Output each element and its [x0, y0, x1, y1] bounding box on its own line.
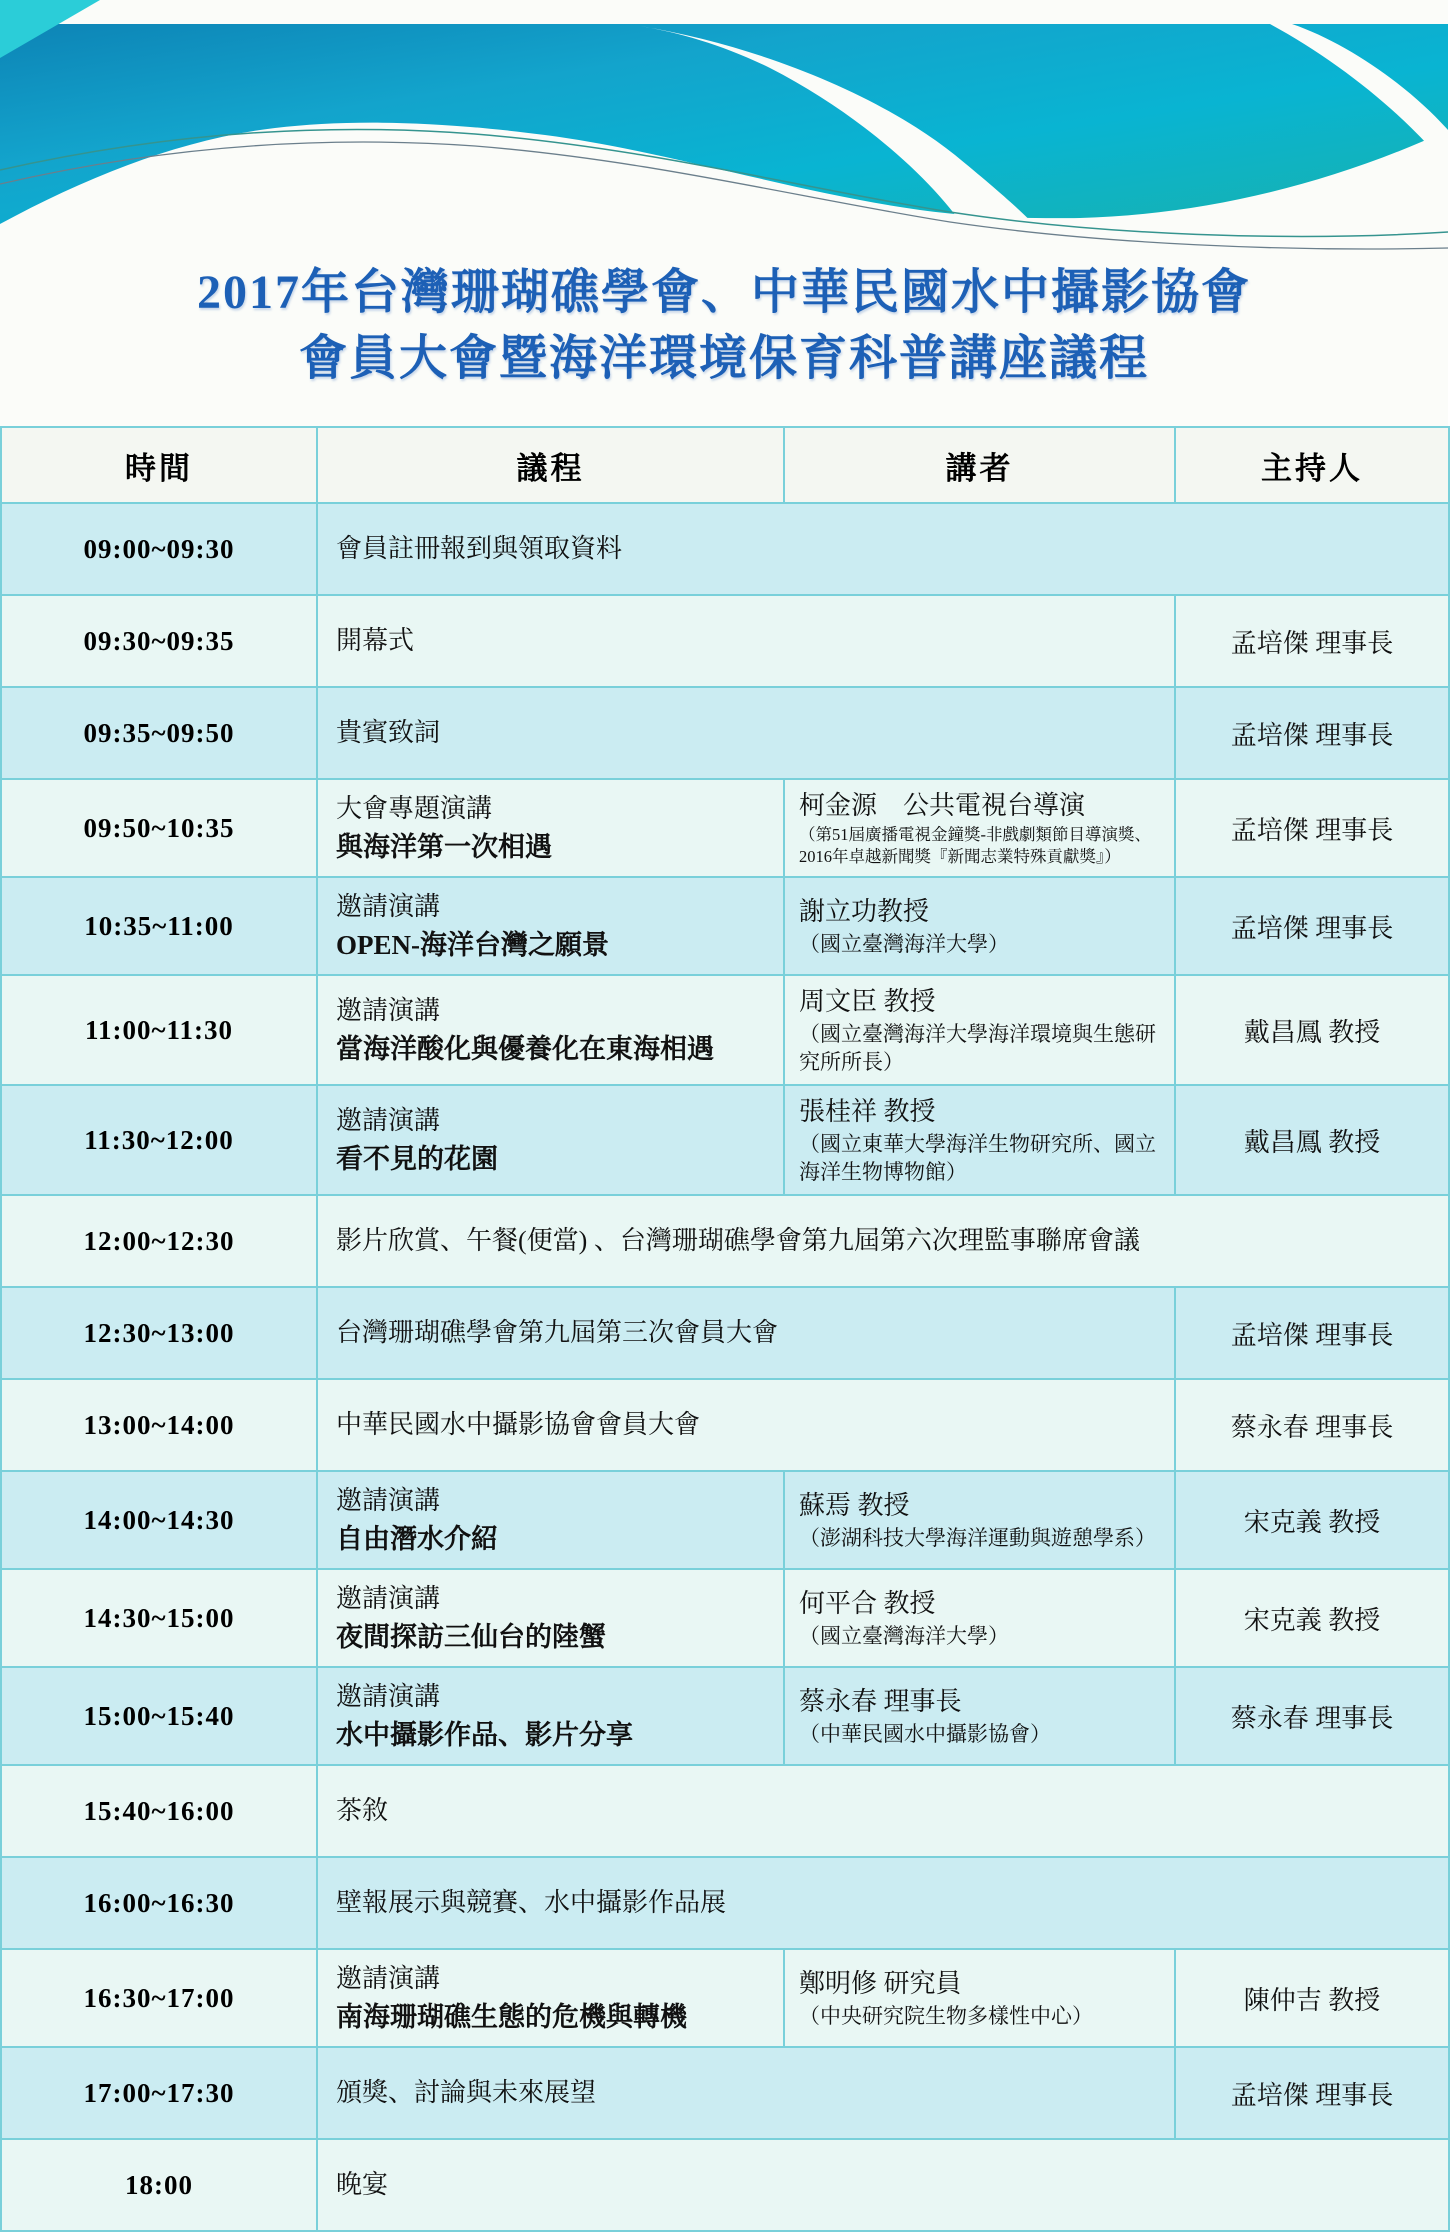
table-row: [1, 595, 1449, 687]
agenda-cell: [317, 1379, 1175, 1471]
time-cell: 17:00~17:30: [1, 2047, 317, 2139]
agenda-cell: [317, 1857, 1449, 1949]
speaker-name: 柯金源 公共電視台導演: [799, 791, 1086, 820]
time-cell: 14:00~14:30: [1, 1471, 317, 1569]
speaker-name: 蘇焉 教授: [799, 1491, 910, 1520]
table-row: [1, 1569, 1449, 1667]
agenda-table-body: [1, 503, 1449, 2231]
time-cell: 12:30~13:00: [1, 1287, 317, 1379]
agenda-cell: [317, 1085, 784, 1195]
time-cell: 15:40~16:00: [1, 1765, 317, 1857]
host-cell: 孟培傑 理事長: [1175, 779, 1449, 877]
agenda-cell: [317, 1471, 784, 1569]
host-cell: 孟培傑 理事長: [1175, 877, 1449, 975]
host-cell: 孟培傑 理事長: [1175, 2047, 1449, 2139]
speaker-name: 蔡永春 理事長: [799, 1687, 962, 1716]
host-cell: 宋克義 教授: [1175, 1569, 1449, 1667]
table-row: [1, 2139, 1449, 2231]
speaker-cell: [784, 975, 1175, 1085]
column-header-host: 主持人: [1175, 427, 1449, 503]
title-line-1: 2017年台灣珊瑚礁學會、中華民國水中攝影協會: [196, 266, 1251, 319]
host-cell: 孟培傑 理事長: [1175, 1287, 1449, 1379]
speaker-cell: [784, 1569, 1175, 1667]
agenda-cell: [317, 503, 1449, 595]
agenda-text: 邀請演講: [336, 1964, 441, 1993]
table-row: [1, 1667, 1449, 1765]
speaker-name: 周文臣 教授: [799, 987, 936, 1016]
agenda-topic-text: 與海洋第一次相遇: [336, 832, 552, 862]
agenda-cell: [317, 975, 784, 1085]
agenda-topic-text: 南海珊瑚礁生態的危機與轉機: [336, 2002, 687, 2032]
agenda-cell: [317, 1949, 784, 2047]
table-row: [1, 1765, 1449, 1857]
table-row: [1, 1287, 1449, 1379]
agenda-text: 邀請演講: [336, 1682, 441, 1711]
speaker-name: 張桂祥 教授: [799, 1097, 936, 1126]
host-cell: 戴昌鳳 教授: [1175, 1085, 1449, 1195]
table-row: [1, 1379, 1449, 1471]
time-cell: 09:00~09:30: [1, 503, 317, 595]
header-row: [1, 427, 1449, 503]
agenda-text: 茶敘: [336, 1796, 389, 1825]
agenda-cell: [317, 779, 784, 877]
host-cell: 陳仲吉 教授: [1175, 1949, 1449, 2047]
column-header-speaker: 講者: [784, 427, 1175, 503]
speaker-cell: [784, 1085, 1175, 1195]
time-cell: 13:00~14:00: [1, 1379, 317, 1471]
time-cell: 09:35~09:50: [1, 687, 317, 779]
speaker-cell: [784, 1667, 1175, 1765]
agenda-cell: [317, 1195, 1449, 1287]
time-cell: 11:00~11:30: [1, 975, 317, 1085]
agenda-text: 邀請演講: [336, 892, 441, 921]
time-cell: 14:30~15:00: [1, 1569, 317, 1667]
speaker-affiliation: （中央研究院生物多樣性中心）: [799, 2004, 1093, 2028]
agenda-topic-text: 看不見的花園: [336, 1144, 498, 1174]
speaker-cell: [784, 877, 1175, 975]
agenda-cell: [317, 2139, 1449, 2231]
time-cell: 12:00~12:30: [1, 1195, 317, 1287]
agenda-text: 大會專題演講: [336, 794, 493, 823]
table-row: [1, 1471, 1449, 1569]
speaker-affiliation: （國立臺灣海洋大學海洋環境與生態研究所所長）: [799, 1022, 1156, 1074]
host-cell: 孟培傑 理事長: [1175, 595, 1449, 687]
table-row: [1, 1857, 1449, 1949]
speaker-affiliation: （國立臺灣海洋大學）: [799, 1624, 1009, 1648]
time-cell: 09:30~09:35: [1, 595, 317, 687]
table-row: [1, 1085, 1449, 1195]
table-row: [1, 975, 1449, 1085]
agenda-text: 貴賓致詞: [336, 718, 441, 747]
agenda-cell: [317, 687, 1175, 779]
agenda-cell: [317, 595, 1175, 687]
agenda-cell: [317, 1765, 1449, 1857]
speaker-cell: [784, 779, 1175, 877]
table-row: [1, 687, 1449, 779]
table-row: [1, 1949, 1449, 2047]
agenda-cell: [317, 1287, 1175, 1379]
speaker-affiliation: （澎湖科技大學海洋運動與遊憩學系）: [799, 1526, 1156, 1550]
agenda-topic-text: 自由潛水介紹: [336, 1524, 498, 1554]
column-header-time: 時間: [1, 427, 317, 503]
agenda-text: 影片欣賞、午餐(便當) 、台灣珊瑚礁學會第九屆第六次理監事聯席會議: [336, 1226, 1140, 1255]
host-cell: 宋克義 教授: [1175, 1471, 1449, 1569]
table-row: [1, 503, 1449, 595]
agenda-topic-text: 水中攝影作品、影片分享: [336, 1720, 633, 1750]
agenda-text: 開幕式: [336, 626, 415, 655]
time-cell: 15:00~15:40: [1, 1667, 317, 1765]
time-cell: 16:00~16:30: [1, 1857, 317, 1949]
host-cell: 蔡永春 理事長: [1175, 1667, 1449, 1765]
table-row: [1, 877, 1449, 975]
title-line-2: 會員大會暨海洋環境保育科普講座議程: [298, 332, 1149, 385]
agenda-text: 晚宴: [336, 2170, 389, 2199]
column-header-agenda: 議程: [317, 427, 784, 503]
agenda-cell: [317, 1667, 784, 1765]
agenda-cell: [317, 877, 784, 975]
speaker-name: 鄭明修 研究員: [799, 1969, 962, 1998]
table-row: [1, 779, 1449, 877]
page-title: [0, 0, 1448, 392]
speaker-cell: [784, 1471, 1175, 1569]
agenda-text: 邀請演講: [336, 1486, 441, 1515]
host-cell: 戴昌鳳 教授: [1175, 975, 1449, 1085]
agenda-text: 邀請演講: [336, 996, 441, 1025]
time-cell: 11:30~12:00: [1, 1085, 317, 1195]
table-row: [1, 1195, 1449, 1287]
host-cell: 孟培傑 理事長: [1175, 687, 1449, 779]
agenda-cell: [317, 2047, 1175, 2139]
speaker-affiliation: （國立東華大學海洋生物研究所、國立海洋生物博物館）: [799, 1132, 1156, 1184]
speaker-affiliation: （中華民國水中攝影協會）: [799, 1722, 1051, 1746]
agenda-text: 邀請演講: [336, 1584, 441, 1613]
agenda-text: 頒獎、討論與未來展望: [336, 2078, 597, 2107]
time-cell: 16:30~17:00: [1, 1949, 317, 2047]
agenda-text: 台灣珊瑚礁學會第九屆第三次會員大會: [336, 1318, 779, 1347]
agenda-topic-text: 夜間探訪三仙台的陸蟹: [336, 1622, 606, 1652]
speaker-cell: [784, 1949, 1175, 2047]
time-cell: 10:35~11:00: [1, 877, 317, 975]
agenda-topic-text: OPEN-海洋台灣之願景: [336, 930, 609, 960]
table-row: [1, 2047, 1449, 2139]
time-cell: 09:50~10:35: [1, 779, 317, 877]
agenda-topic-text: 當海洋酸化與優養化在東海相遇: [336, 1034, 714, 1064]
speaker-name: 何平合 教授: [799, 1589, 936, 1618]
speaker-name: 謝立功教授: [799, 897, 930, 926]
agenda-cell: [317, 1569, 784, 1667]
agenda-text: 會員註冊報到與領取資料: [336, 534, 623, 563]
agenda-text: 壁報展示與競賽、水中攝影作品展: [336, 1888, 727, 1917]
time-cell: 18:00: [1, 2139, 317, 2231]
host-cell: 蔡永春 理事長: [1175, 1379, 1449, 1471]
agenda-text: 邀請演講: [336, 1106, 441, 1135]
speaker-affiliation: （國立臺灣海洋大學）: [799, 932, 1009, 956]
speaker-affiliation: （第51屆廣播電視金鐘獎-非戲劇類節目導演獎、2016年卓越新聞獎『新聞志業特殊貢獻獎』）: [799, 825, 1151, 866]
agenda-text: 中華民國水中攝影協會會員大會: [336, 1410, 701, 1439]
agenda-table: [0, 426, 1450, 2232]
